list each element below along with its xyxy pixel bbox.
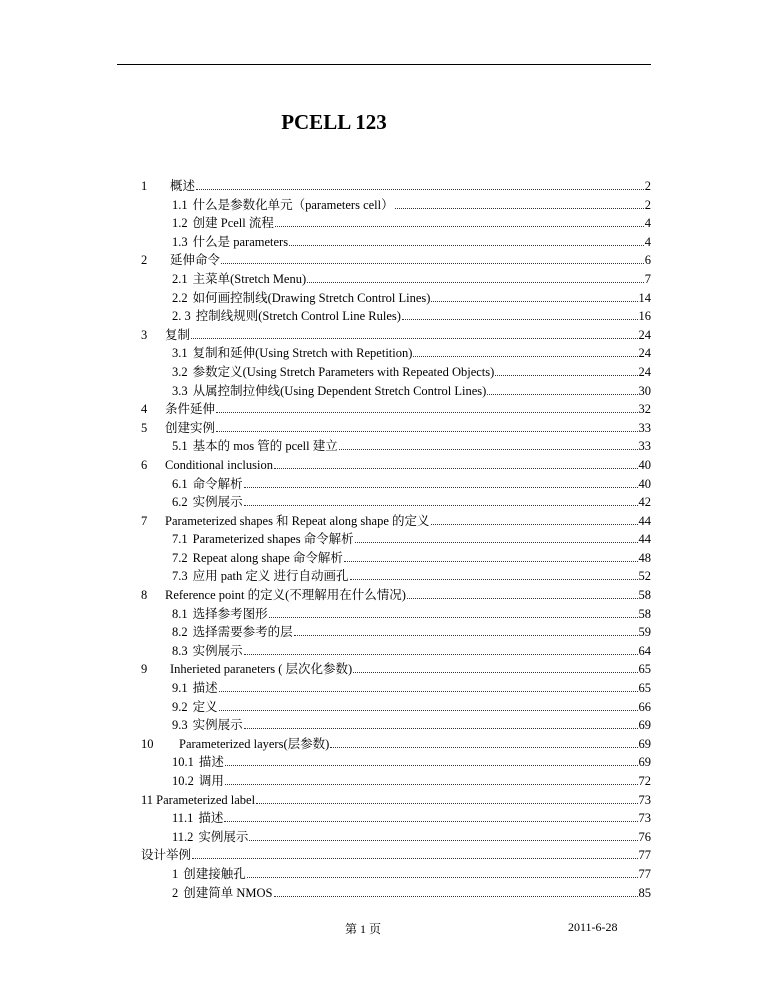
toc-entry-page: 32 xyxy=(638,402,651,417)
dot-leader xyxy=(269,616,638,618)
toc-entry[interactable] xyxy=(141,586,651,605)
toc-entry[interactable] xyxy=(141,716,651,735)
toc-entry-number: 10.2 xyxy=(172,774,194,788)
toc-entry[interactable] xyxy=(141,289,651,308)
toc-entry-page: 24 xyxy=(638,327,651,342)
toc-entry-title: 控制线规则(Stretch Control Line Rules) xyxy=(195,309,401,324)
toc-entry-page: 77 xyxy=(638,848,651,863)
toc-entry-title: 复制和延伸(Using Stretch with Repetition) xyxy=(192,346,413,361)
toc-entry-page: 48 xyxy=(638,550,651,565)
toc-entry-page: 69 xyxy=(638,755,651,770)
toc-entry-page: 30 xyxy=(638,383,651,398)
toc-entry-title: 实例展示 xyxy=(192,718,243,733)
toc-entry-page: 69 xyxy=(638,736,651,751)
toc-entry-title: Parameterized shapes 和 Repeat along shape 的定义 xyxy=(165,513,430,528)
toc-entry-title: 应用 path 定义 进行自动画孔 xyxy=(192,569,349,584)
dot-leader xyxy=(402,318,638,320)
toc-entry[interactable] xyxy=(141,344,651,363)
toc-entry-title: Reference point 的定义(不理解用在什么情况) xyxy=(165,588,406,603)
toc-entry-number: 6.2 xyxy=(172,495,188,510)
toc-entry-number: 7 xyxy=(141,513,148,528)
toc-entry-page: 24 xyxy=(638,364,651,379)
footer-page-number: 第 1 页 xyxy=(345,922,382,936)
toc-entry-number: 5 xyxy=(141,420,148,435)
toc-entry-title: Conditional inclusion xyxy=(165,457,273,472)
toc-entry-title: 描述 xyxy=(198,755,224,770)
toc-entry-title: 复制 xyxy=(165,327,191,342)
toc-entry-number: 5.1 xyxy=(172,439,188,454)
dot-leader xyxy=(219,690,638,692)
toc-entry-number: 9.1 xyxy=(172,681,188,696)
header-rule xyxy=(117,64,651,65)
toc-entry-page: 16 xyxy=(638,309,651,324)
toc-entry-title: 创建简单 NMOS xyxy=(183,885,273,900)
toc-entry-page: 65 xyxy=(638,681,651,696)
toc-entry-number: 2. 3 xyxy=(172,309,191,324)
toc-entry[interactable] xyxy=(141,512,651,531)
toc-entry[interactable] xyxy=(141,679,651,698)
toc-entry-page: 2 xyxy=(644,197,651,212)
toc-entry[interactable] xyxy=(141,735,651,754)
toc-entry[interactable] xyxy=(141,177,651,196)
toc-entry-page: 4 xyxy=(644,234,651,249)
dot-leader xyxy=(244,727,638,729)
toc-entry-page: 33 xyxy=(638,439,651,454)
toc-entry-number: 3.3 xyxy=(172,383,188,398)
toc-entry[interactable] xyxy=(141,846,651,865)
toc-entry-page: 24 xyxy=(638,346,651,361)
toc-entry-title: Repeat along shape 命令解析 xyxy=(192,550,343,565)
toc-entry-number: 3.1 xyxy=(172,346,188,361)
toc-entry-number: 1.3 xyxy=(172,234,188,249)
toc-entry-number: 4 xyxy=(141,402,148,417)
toc-entry-number: 10 xyxy=(141,736,154,751)
toc-entry-number: 10.1 xyxy=(172,755,194,770)
toc-entry-title: 基本的 mos 管的 pcell 建立 xyxy=(192,439,338,454)
toc-entry[interactable] xyxy=(141,251,651,270)
dot-leader xyxy=(350,578,638,580)
toc-entry[interactable] xyxy=(141,363,651,382)
dot-leader xyxy=(275,225,644,227)
toc-entry-title: 选择参考图形 xyxy=(192,606,268,621)
toc-entry-page: 42 xyxy=(638,495,651,510)
dot-leader xyxy=(192,857,637,859)
toc-entry-number: 1 xyxy=(141,179,148,193)
toc-entry[interactable] xyxy=(141,605,651,624)
toc-entry-title: 主菜单(Stretch Menu) xyxy=(192,271,307,286)
dot-leader xyxy=(216,430,637,432)
toc-entry-title: 实例展示 xyxy=(192,495,243,510)
dot-leader xyxy=(224,820,637,822)
toc-entry[interactable] xyxy=(141,419,651,438)
dot-leader xyxy=(413,355,637,357)
dot-leader xyxy=(330,746,637,748)
toc-entry-title: 描述 xyxy=(198,811,224,826)
toc-entry-page: 14 xyxy=(638,290,651,305)
toc-entry[interactable] xyxy=(141,884,651,903)
toc-entry-page: 40 xyxy=(638,476,651,491)
toc-entry-page: 72 xyxy=(638,774,651,788)
toc-entry-number: 6.1 xyxy=(172,476,188,491)
dot-leader xyxy=(495,374,637,376)
dot-leader xyxy=(431,300,637,302)
toc-entry-title: 调用 xyxy=(198,774,224,788)
toc-entry-page: 44 xyxy=(638,513,651,528)
toc-entry[interactable] xyxy=(141,828,651,847)
toc-entry-page: 59 xyxy=(638,625,651,640)
toc-entry-title: 什么是 parameters xyxy=(192,234,289,249)
toc-entry-title: 设计举例 xyxy=(141,848,192,863)
toc-entry-title: 什么是参数化单元（parameters cell） xyxy=(192,197,394,212)
toc-entry[interactable] xyxy=(141,698,651,717)
toc-entry-title: Inherieted paraneters ( 层次化参数) xyxy=(170,662,353,677)
dot-leader xyxy=(274,895,638,897)
toc-entry[interactable] xyxy=(141,196,651,215)
toc-entry-title: 从属控制拉伸线(Using Dependent Stretch Control Lines) xyxy=(192,383,487,398)
toc-entry[interactable] xyxy=(141,214,651,233)
dot-leader xyxy=(225,783,638,785)
dot-leader xyxy=(407,597,638,599)
dot-leader xyxy=(274,467,638,469)
toc-entry-page: 65 xyxy=(638,662,651,677)
toc-entry-number: 9 xyxy=(141,662,148,677)
footer-date: 2011-6-28 xyxy=(568,920,618,934)
toc-entry[interactable] xyxy=(141,660,651,679)
toc-entry-number: 7.3 xyxy=(172,569,188,584)
dot-leader xyxy=(225,764,638,766)
toc-entry-page: 76 xyxy=(638,829,651,844)
toc-entry-number: 3 xyxy=(141,327,148,342)
toc-entry[interactable] xyxy=(141,475,651,494)
document-title: PCELL 123 xyxy=(281,110,387,134)
dot-leader xyxy=(216,411,637,413)
toc-entry-number: 11.2 xyxy=(172,829,194,844)
dot-leader xyxy=(339,448,638,450)
toc-entry-page: 73 xyxy=(638,811,651,826)
toc-entry-number: 8 xyxy=(141,588,148,603)
toc-entry[interactable] xyxy=(141,865,651,884)
toc-entry-number: 6 xyxy=(141,457,148,472)
toc-entry-title: 选择需要参考的层 xyxy=(192,625,293,640)
toc-entry-title: 概述 xyxy=(170,179,196,193)
toc-entry-page: 77 xyxy=(638,866,651,881)
toc-entry[interactable] xyxy=(141,493,651,512)
table-of-contents xyxy=(141,177,651,902)
dot-leader xyxy=(431,523,638,525)
toc-entry-title: 条件延伸 xyxy=(165,402,216,417)
toc-entry-title: 11 Parameterized label xyxy=(141,792,256,807)
dot-leader xyxy=(487,393,637,395)
dot-leader xyxy=(196,188,644,190)
dot-leader xyxy=(219,709,638,711)
toc-entry-title: 如何画控制线(Drawing Stretch Control Lines) xyxy=(192,290,431,305)
toc-entry-page: 58 xyxy=(638,588,651,603)
toc-entry[interactable] xyxy=(141,307,651,326)
dot-leader xyxy=(307,281,644,283)
toc-entry[interactable] xyxy=(141,567,651,586)
toc-entry[interactable] xyxy=(141,809,651,828)
toc-entry-number: 2 xyxy=(172,885,179,900)
toc-entry-page: 69 xyxy=(638,718,651,733)
toc-entry-number: 2.2 xyxy=(172,290,188,305)
toc-entry-page: 44 xyxy=(638,532,651,547)
toc-entry[interactable] xyxy=(141,753,651,772)
toc-entry-title: Parameterized layers(层参数) xyxy=(179,736,330,751)
dot-leader xyxy=(256,802,637,804)
toc-entry[interactable] xyxy=(141,791,651,810)
toc-entry-page: 64 xyxy=(638,643,651,658)
toc-entry-page: 2 xyxy=(644,179,651,193)
dot-leader xyxy=(353,671,637,673)
toc-entry[interactable] xyxy=(141,400,651,419)
dot-leader xyxy=(244,653,638,655)
toc-entry-page: 85 xyxy=(638,885,651,900)
dot-leader xyxy=(191,337,637,339)
dot-leader xyxy=(355,541,638,543)
dot-leader xyxy=(249,839,637,841)
toc-entry[interactable] xyxy=(141,270,651,289)
dot-leader xyxy=(221,262,644,264)
toc-entry-title: 定义 xyxy=(192,699,218,714)
toc-entry-page: 58 xyxy=(638,606,651,621)
toc-entry-number: 8.2 xyxy=(172,625,188,640)
toc-entry[interactable] xyxy=(141,623,651,642)
toc-entry-title: Parameterized shapes 命令解析 xyxy=(192,532,354,547)
toc-entry-number: 2.1 xyxy=(172,271,188,286)
toc-entry[interactable] xyxy=(141,530,651,549)
dot-leader xyxy=(244,504,638,506)
toc-entry-page: 7 xyxy=(644,271,651,286)
toc-entry-title: 命令解析 xyxy=(192,476,243,491)
toc-entry-number: 9.3 xyxy=(172,718,188,733)
toc-entry-page: 66 xyxy=(638,699,651,714)
toc-entry[interactable] xyxy=(141,382,651,401)
dot-leader xyxy=(289,244,644,246)
toc-entry[interactable] xyxy=(141,642,651,661)
toc-entry-page: 73 xyxy=(638,792,651,807)
dot-leader xyxy=(247,876,638,878)
toc-entry-page: 40 xyxy=(638,457,651,472)
dot-leader xyxy=(395,207,644,209)
toc-entry-number: 2 xyxy=(141,253,148,268)
toc-entry-title: 描述 xyxy=(192,681,218,696)
dot-leader xyxy=(294,634,638,636)
toc-entry-page: 4 xyxy=(644,216,651,231)
toc-entry-title: 参数定义(Using Stretch Parameters with Repeated Objects) xyxy=(192,364,495,379)
toc-entry-number: 8.3 xyxy=(172,643,188,658)
toc-entry-title: 创建接触孔 xyxy=(183,866,246,881)
toc-entry[interactable] xyxy=(141,772,651,791)
toc-entry-number: 8.1 xyxy=(172,606,188,621)
toc-entry[interactable] xyxy=(141,549,651,568)
toc-entry-number: 7.1 xyxy=(172,532,188,547)
toc-entry-title: 创建 Pcell 流程 xyxy=(192,216,274,231)
dot-leader xyxy=(244,486,638,488)
toc-entry-number: 11.1 xyxy=(172,811,194,826)
toc-entry-title: 延伸命令 xyxy=(170,253,221,268)
toc-entry-number: 3.2 xyxy=(172,364,188,379)
toc-entry-number: 1.1 xyxy=(172,197,188,212)
toc-entry[interactable] xyxy=(141,326,651,345)
toc-entry-number: 7.2 xyxy=(172,550,188,565)
toc-entry-number: 9.2 xyxy=(172,699,188,714)
toc-entry[interactable] xyxy=(141,437,651,456)
toc-entry-number: 1.2 xyxy=(172,216,188,231)
toc-entry-page: 6 xyxy=(644,253,651,268)
toc-entry-number: 1 xyxy=(172,866,179,881)
toc-entry-title: 创建实例 xyxy=(165,420,216,435)
toc-entry-page: 52 xyxy=(638,569,651,584)
toc-entry[interactable] xyxy=(141,456,651,475)
toc-entry[interactable] xyxy=(141,233,651,252)
dot-leader xyxy=(344,560,638,562)
toc-entry-title: 实例展示 xyxy=(192,643,243,658)
toc-entry-page: 33 xyxy=(638,420,651,435)
toc-entry-title: 实例展示 xyxy=(198,829,249,844)
